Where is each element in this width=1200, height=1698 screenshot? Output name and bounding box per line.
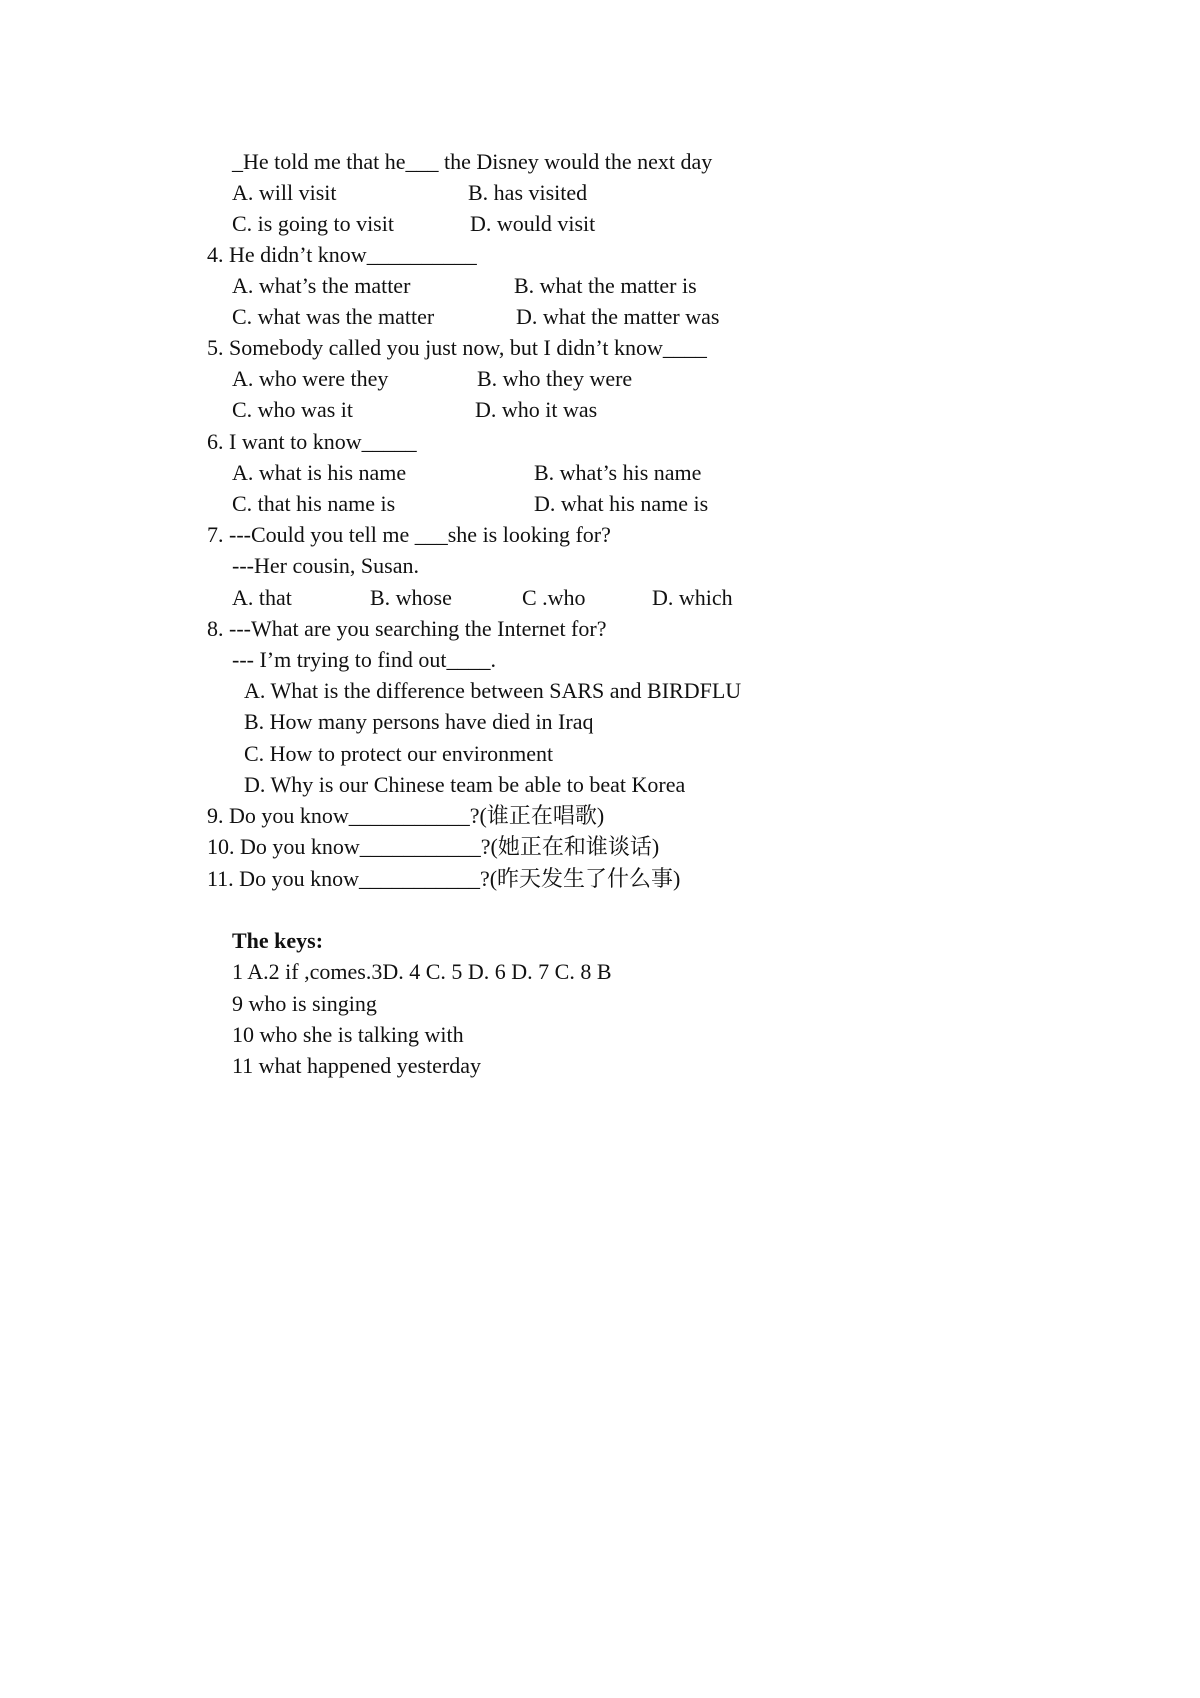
question-6-option-c: C. that his name is	[232, 491, 396, 516]
keys-line-1: 1 A.2 if ,comes.3D. 4 C. 5 D. 6 D. 7 C. 8 B	[232, 959, 612, 984]
question-5-option-c: C. who was it	[232, 397, 353, 422]
question-8-option-c: C. How to protect our environment	[244, 741, 554, 766]
question-4-option-c: C. what was the matter	[232, 304, 435, 329]
question-5-option-b: B. who they were	[477, 366, 633, 391]
question-8-option-d: D. Why is our Chinese team be able to beat Korea	[244, 772, 686, 797]
question-7-stem: 7. ---Could you tell me ___she is looking for?	[207, 522, 611, 547]
question-4-stem: 4. He didn’t know__________	[207, 242, 477, 267]
question-3-option-b: B. has visited	[468, 180, 588, 205]
question-3-option-c: C. is going to visit	[232, 211, 394, 236]
keys-title: The keys:	[232, 928, 324, 953]
question-5-option-d: D. who it was	[475, 397, 598, 422]
question-8-reply: --- I’m trying to find out____.	[232, 647, 496, 672]
question-3-stem: _He told me that he___ the Disney would the next day	[232, 149, 713, 174]
question-3-option-a: A. will visit	[232, 180, 337, 205]
question-4-option-b: B. what the matter is	[514, 273, 697, 298]
question-7-option-d: D. which	[652, 585, 733, 610]
question-5-stem: 5. Somebody called you just now, but I didn’t know____	[207, 335, 707, 360]
question-8-option-b: B. How many persons have died in Iraq	[244, 709, 594, 734]
question-8-stem: 8. ---What are you searching the Internet for?	[207, 616, 607, 641]
question-8-option-a: A. What is the difference between SARS and BIRDFLU	[244, 678, 742, 703]
question-6-stem: 6. I want to know_____	[207, 429, 417, 454]
question-7-reply: ---Her cousin, Susan.	[232, 553, 419, 578]
question-7-option-b: B. whose	[370, 585, 452, 610]
question-6-option-b: B. what’s his name	[534, 460, 702, 485]
keys-line-3: 10 who she is talking with	[232, 1022, 464, 1047]
question-10: 10. Do you know___________?(她正在和谁谈话)	[207, 834, 660, 859]
keys-line-4: 11 what happened yesterday	[232, 1053, 482, 1078]
question-5-option-a: A. who were they	[232, 366, 389, 391]
question-4-option-d: D. what the matter was	[516, 304, 720, 329]
question-4-option-a: A. what’s the matter	[232, 273, 411, 298]
question-9: 9. Do you know___________?(谁正在唱歌)	[207, 803, 605, 828]
question-11: 11. Do you know___________?(昨天发生了什么事)	[207, 866, 681, 891]
question-6-option-a: A. what is his name	[232, 460, 407, 485]
question-6-option-d: D. what his name is	[534, 491, 709, 516]
keys-line-2: 9 who is singing	[232, 991, 377, 1016]
question-7-option-a: A. that	[232, 585, 292, 610]
question-7-option-c: C .who	[522, 585, 586, 610]
question-3-option-d: D. would visit	[470, 211, 596, 236]
